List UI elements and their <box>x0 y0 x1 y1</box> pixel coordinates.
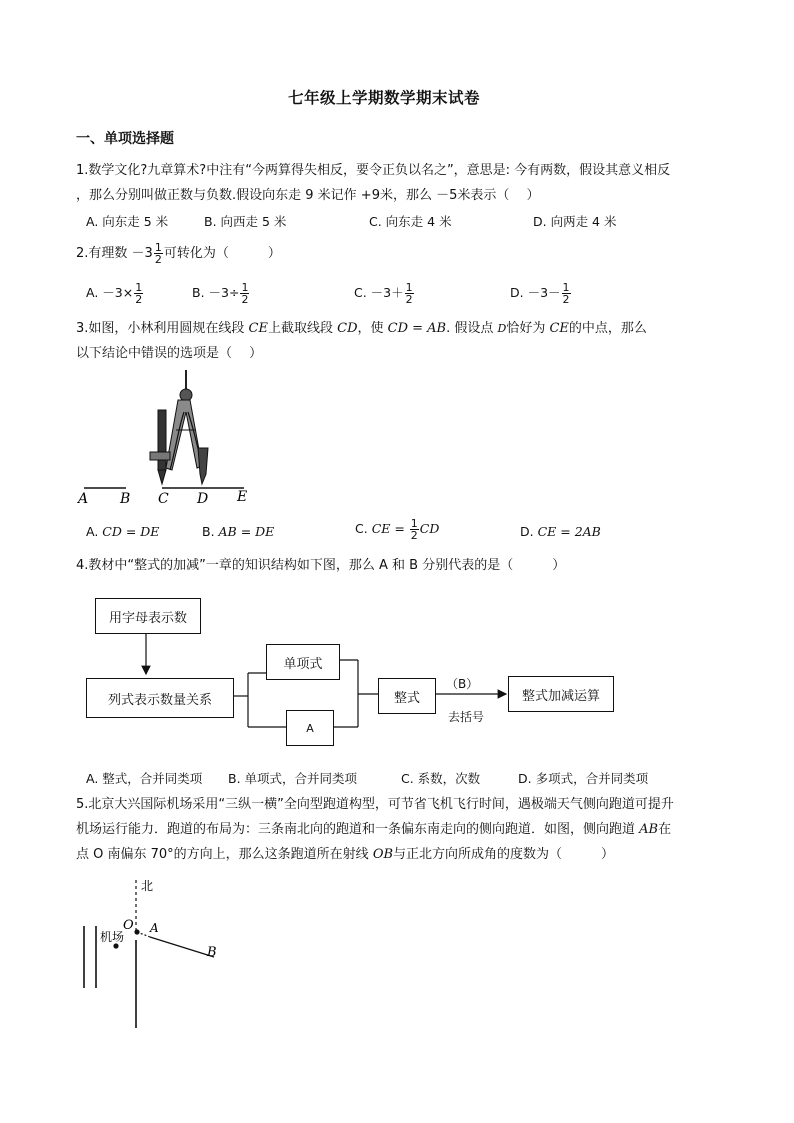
q3-option-a: A. CD = DE <box>86 524 160 539</box>
label-a: A <box>78 491 89 507</box>
q1-option-b: B. 向西走 5 米 <box>204 214 287 229</box>
q2-option-a-fraction: $\frac{1}{2}$ <box>135 281 143 306</box>
q4-option-d: D. 多项式，合并同类项 <box>518 771 649 786</box>
page-title: 七年级上学期数学期末试卷 <box>288 89 481 107</box>
section-heading: 一、单项选择题 <box>76 131 174 147</box>
q3-option-c: C. CE = $\frac{1}{2}$ CD <box>355 517 440 542</box>
q3-stem-line2: 以下结论中错误的选项是（ ） <box>76 346 263 361</box>
q2-option-c-fraction: $\frac{1}{2}$ <box>405 281 413 306</box>
q1-option-a: A. 向东走 5 米 <box>86 214 169 229</box>
point-airport <box>113 943 118 948</box>
label-d: D <box>197 491 209 507</box>
q5-stem-line2: 机场运行能力．跑道的布局为：三条南北向的跑道和一条偏东南走向的侧向跑道．如图，侧向跑道 AB在 <box>76 822 672 837</box>
label-o: O <box>123 918 134 933</box>
q4-option-b: B. 单项式，合并同类项 <box>228 771 358 786</box>
box-expression-operations: 整式加减运算 <box>508 676 614 712</box>
q4-option-a: A. 整式，合并同类项 <box>86 771 203 786</box>
q2-option-b: B. －3÷ $\frac{1}{2}$ <box>192 281 249 306</box>
box-quantity-relation: 列式表示数量关系 <box>86 678 234 718</box>
box-a: A <box>286 710 334 746</box>
q3-option-b: B. AB = DE <box>202 524 275 539</box>
q2-stem-fraction: $\frac{1}{2}$ <box>154 241 162 266</box>
q3-option-c-fraction: $\frac{1}{2}$ <box>410 517 418 542</box>
box-monomial: 单项式 <box>266 644 340 680</box>
label-b: B <box>120 491 131 507</box>
q1-option-d: D. 向两走 4 米 <box>533 214 617 229</box>
label-e: E <box>237 489 248 505</box>
box-polynomial-expression: 整式 <box>378 678 436 714</box>
q1-stem-line2: ，那么分别叫做正数与负数.假设向东走 9 米记作 +9米，那么 －5米表示（ ） <box>76 188 540 203</box>
runway-ab <box>150 937 214 957</box>
q2-stem-text: 2.有理数 －3 <box>76 246 153 261</box>
q2-option-d-fraction: $\frac{1}{2}$ <box>562 281 570 306</box>
q5-stem-line3: 点 O 南偏东 70°的方向上，那么这条跑道所在射线 OB与正北方向所成角的度数为（ ） <box>76 847 615 862</box>
q1-option-c: C. 向东走 4 米 <box>369 214 452 229</box>
label-c: C <box>158 491 169 507</box>
q2-option-a: A. －3× $\frac{1}{2}$ <box>86 281 143 306</box>
q2-option-b-fraction: $\frac{1}{2}$ <box>241 281 249 306</box>
q2-option-d: D. －3－ $\frac{1}{2}$ <box>510 281 570 306</box>
q4-stem: 4.教材中“整式的加减”一章的知识结构如下图，那么 A 和 B 分别代表的是（ ） <box>76 558 566 573</box>
q5-stem-line1: 5.北京大兴国际机场采用“三纵一横”全向型跑道构型，可节省飞机飞行时间，遇极端天气侧向跑道可提升 <box>76 797 674 812</box>
label-north: 北 <box>141 879 154 893</box>
q4-option-c: C. 系数，次数 <box>401 771 481 786</box>
label-a: A <box>150 921 159 935</box>
label-airport: 机场 <box>100 930 125 944</box>
q3-stem-line1: 3.如图，小林利用圆规在线段 CE上截取线段 CD，使 CD = AB. 假设点 D恰好为 CE的中点，那么 <box>76 321 647 336</box>
q3-option-d: D. CE = 2AB <box>520 524 601 539</box>
arrow-label-b: （B） <box>446 677 479 691</box>
q1-stem-line1: 1.数学文化?九章算术?中注有“今两算得失相反，要令正负以名之”，意思是: 今有两数，假设其意义相反 <box>76 163 671 178</box>
box-letters-represent-numbers: 用字母表示数 <box>95 598 201 634</box>
arrow-label-remove-brackets: 去括号 <box>448 710 485 724</box>
q2-stem-suffix: 可转化为（ ） <box>163 246 281 261</box>
q2-option-c: C. －3＋ $\frac{1}{2}$ <box>354 281 413 306</box>
label-b: B <box>207 945 217 960</box>
